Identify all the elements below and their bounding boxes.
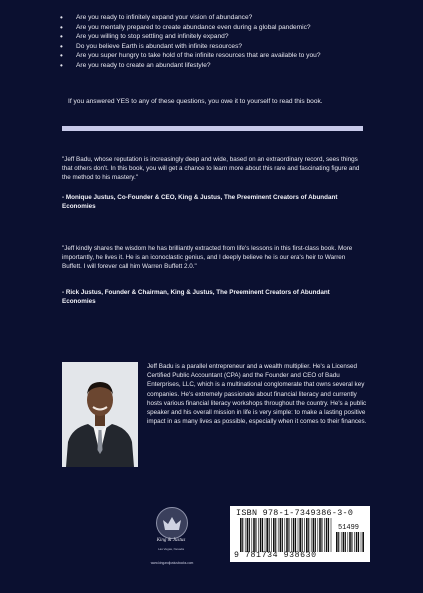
barcode-bar	[260, 518, 262, 552]
barcode-bar	[271, 518, 272, 552]
question-item: • Do you believe Earth is abundant with infinite resources?	[60, 42, 405, 52]
barcode-bar	[343, 532, 345, 552]
barcode-bar	[304, 518, 305, 552]
barcode-bar	[338, 532, 339, 552]
barcode-bar	[331, 518, 332, 552]
question-item: • Are you willing to stop settling and infinitely expand?	[60, 32, 405, 42]
question-item: • Are you super hungry to take hold of the infinite resources that are available to you?	[60, 51, 405, 61]
barcode-bar	[299, 518, 301, 552]
barcode-bar	[362, 532, 364, 552]
ean-number: 9 781734 938630	[234, 551, 317, 560]
barcode-bar	[286, 518, 288, 552]
barcode-bar	[326, 518, 328, 552]
barcode-bar	[285, 518, 286, 552]
barcode-bar	[318, 518, 319, 552]
barcode-bar	[348, 532, 349, 552]
testimonial-attribution-1: - Monique Justus, Co-Founder & CEO, King & Justus, The Preeminent Creators of Abundant Economies	[62, 194, 338, 211]
barcode-bar	[315, 518, 316, 552]
barcode-bar	[356, 532, 358, 552]
barcode-bar	[245, 518, 246, 552]
barcode-bar	[351, 532, 352, 552]
barcode-bar	[253, 518, 255, 552]
publisher-url: www.kingandjustusbooks.com	[150, 561, 194, 565]
barcode-bar	[291, 518, 292, 552]
isbn-number: ISBN 978-1-7349386-3-0	[236, 508, 354, 518]
barcode-bar	[328, 518, 329, 552]
author-portrait-image	[62, 362, 138, 467]
barcode-bar	[324, 518, 325, 552]
publisher-logo	[146, 507, 196, 557]
barcode-bar	[240, 518, 242, 552]
barcode-bar	[295, 518, 296, 552]
barcode-bar	[336, 532, 338, 552]
barcode-bar	[321, 518, 322, 552]
barcode-bar	[275, 518, 276, 552]
author-bio: Jeff Badu is a parallel entrepreneur and a wealth multiplier. He's a Licensed Certified Public Accountant (CPA) and the Founder and CEO of Badu Enterprises, LLC, which is a multinational conglomerate that owns several key companies. He's extremely passionate about financial literacy and currently hosts various financial literacy workshops throughout the country. He's a public speaker and his overall mission in life is very simple: to make a lasting positive impact in as many lives as possible, especially when it comes to their finances.	[147, 363, 367, 426]
section-divider	[62, 126, 363, 131]
barcode-bar	[252, 518, 253, 552]
barcode-bar	[269, 518, 270, 552]
barcode-bar	[313, 518, 315, 552]
barcode-bar	[278, 518, 279, 552]
barcode-bar	[319, 518, 321, 552]
barcode-bar	[249, 518, 250, 552]
barcode-bar	[273, 518, 275, 552]
barcode-bar	[311, 518, 312, 552]
barcode-bar	[298, 518, 299, 552]
barcode-bar	[349, 532, 351, 552]
crown-logo-icon	[156, 507, 188, 539]
barcode-bar	[345, 532, 346, 552]
barcode-bar	[280, 518, 282, 552]
barcode-bar	[266, 518, 268, 552]
barcode-bar	[302, 518, 303, 552]
barcode-bar	[262, 518, 263, 552]
barcode-bar	[306, 518, 308, 552]
testimonial-attribution-2: - Rick Justus, Founder & Chairman, King & Justus, The Preeminent Creators of Abundant Economies	[62, 289, 330, 306]
isbn-barcode	[230, 506, 370, 562]
barcode-bar	[242, 518, 243, 552]
testimonial-quote-2: "Jeff kindly shares the wisdom he has brilliantly extracted from life's lessons in this first-class book. More importantly, he lives it. He is an iconoclastic genius, and I deeply believe he is our era's heir to Warren Buffett. I will forever call him Warren Buffett 2.0."	[62, 245, 353, 271]
barcode-bar	[293, 518, 295, 552]
author-photo	[62, 362, 138, 467]
barcode-bar	[288, 518, 289, 552]
barcode-bar	[361, 532, 362, 552]
intro-text: If you answered YES to any of these questions, you owe it to yourself to read this book.	[68, 98, 323, 105]
barcode-bar	[341, 532, 342, 552]
question-list	[60, 13, 405, 71]
barcode-bar	[354, 532, 355, 552]
publisher-location: Las Vegas, Nevada	[157, 547, 185, 551]
barcode-bar	[258, 518, 259, 552]
price-code: 51499	[338, 524, 360, 532]
barcode-bar	[282, 518, 283, 552]
question-item: • Are you ready to create an abundant lifestyle?	[60, 61, 405, 71]
barcode-bar	[358, 532, 359, 552]
barcode-bar	[255, 518, 256, 552]
barcode-bar	[265, 518, 266, 552]
price-barcode-bars	[336, 532, 364, 552]
barcode-bar	[308, 518, 309, 552]
publisher-name: King & Justus	[156, 538, 186, 543]
ean-barcode-bars	[240, 518, 332, 552]
barcode-bar	[247, 518, 249, 552]
question-item: • Are you ready to infinitely expand your vision of abundance?	[60, 13, 405, 23]
question-item: • Are you mentally prepared to create abundance even during a global pandemic?	[60, 23, 405, 33]
testimonial-quote-1: "Jeff Badu, whose reputation is increasingly deep and wide, based on an extraordinary record, sees things that others don't. In this book, you will get a chance to learn more about this rare and fascinating figure and the method to his mastery."	[62, 156, 360, 182]
